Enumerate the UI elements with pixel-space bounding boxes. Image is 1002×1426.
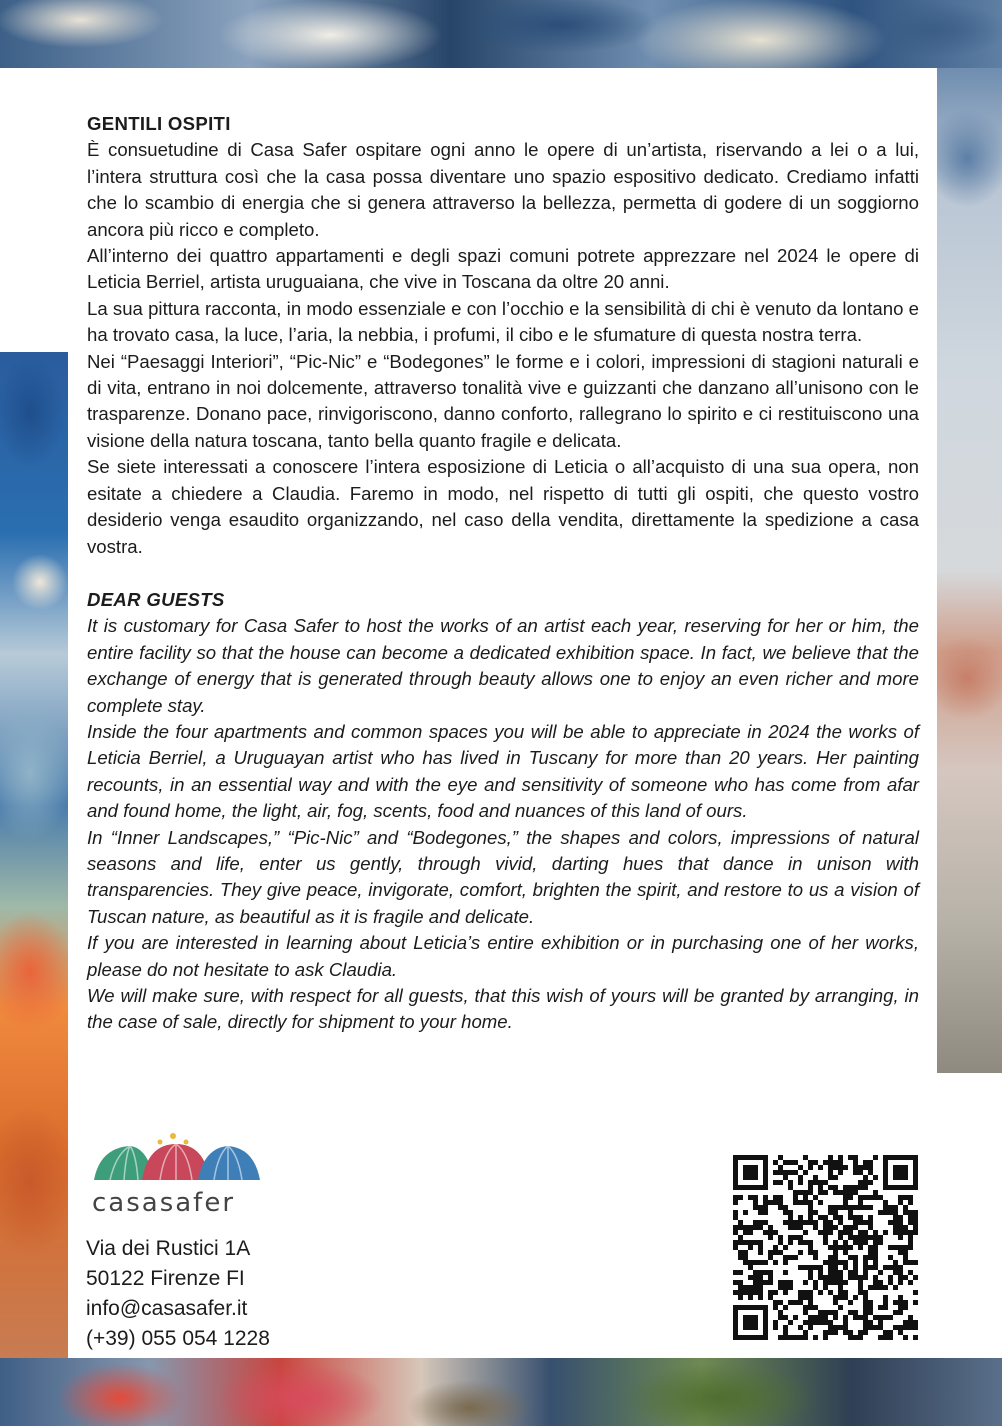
text-content	[87, 111, 919, 1036]
phone-number[interactable]: (+39) 055 054 1228	[86, 1327, 270, 1350]
painting-border-bottom	[0, 1358, 1002, 1426]
italian-paragraph: Se siete interessati a conoscere l’intera esposizione di Leticia o all’acquisto di una sua opera, non esitate a chiedere a Claudia. Faremo in modo, nel rispetto di tutti gli ospiti, che questo vostro desiderio venga esaudito organizzando, nel caso della vendita, direttamente la spedizione a casa vostra.	[87, 456, 919, 557]
logo-wordmark: casasafer	[92, 1188, 236, 1218]
english-paragraph: We will make sure, with respect for all guests, that this wish of yours will be granted by arranging, in the case of sale, directly for shipment to your home.	[87, 985, 919, 1033]
english-paragraph: In “Inner Landscapes,” “Pic-Nic” and “Bodegones,” the shapes and colors, impressions of natural seasons and life, enter us gently, through vivid, darting hues that dance in unison with transparencies. They give peace, invigorate, comfort, brighten the spirit, and restore to us a vision of Tuscan nature, as beautiful as it is fragile and delicate.	[87, 826, 919, 927]
painting-border-top	[0, 0, 1002, 68]
address-line: Via dei Rustici 1A	[86, 1237, 251, 1260]
italian-paragraph: La sua pittura racconta, in modo essenziale e con l’occhio e la sensibilità di chi è venuto da lontano e ha trovato casa, la luce, l’aria, la nebbia, i profumi, il cibo e le sfumature di questa nostra terra.	[87, 297, 919, 346]
italian-heading: GENTILI OSPITI	[87, 113, 231, 134]
italian-paragraph: È consuetudine di Casa Safer ospitare ogni anno le opere di un’artista, riservando a lei o a lui, l’intera struttura così che la casa possa diventare uno spazio espositivo dedicato. Crediamo infatti che lo scambio di energia che si genera attraverso la bellezza, permetta di godere di un soggiorno ancora più ricco e completo.	[87, 139, 919, 240]
qr-code-icon[interactable]	[733, 1155, 918, 1340]
english-paragraph: If you are interested in learning about Leticia’s entire exhibition or in purchasing one of her works, please do not hesitate to ask Claudia.	[87, 932, 919, 980]
city-line: 50122 Firenze FI	[86, 1267, 245, 1290]
italian-paragraph: All’interno dei quattro appartamenti e degli spazi comuni potrete apprezzare nel 2024 le opere di Leticia Berriel, artista uruguaiana, che vive in Toscana da oltre 20 anni.	[87, 245, 919, 293]
email-link[interactable]: info@casasafer.it	[86, 1297, 248, 1320]
painting-border-right	[937, 68, 1002, 1073]
contact-block	[86, 1234, 270, 1354]
english-paragraph: Inside the four apartments and common spaces you will be able to appreciate in 2024 the works of Leticia Berriel, a Uruguayan artist who has lived in Tuscany for more than 20 years. Her painting recounts, in an essential way and with the eye and sensitivity of someone who has come from afar and found home, the light, air, fog, scents, food and nuances of this land of ours.	[87, 720, 919, 822]
english-paragraph: It is customary for Casa Safer to host the works of an artist each year, reserving for her or him, the entire facility so that the house can become a dedicated exhibition space. In fact, we believe that the exchange of energy that is generated through beauty allows one to enjoy an even richer and more complete stay.	[87, 615, 919, 716]
italian-paragraph: Nei “Paesaggi Interiori”, “Pic-Nic” e “Bodegones” le forme e i colori, impressioni di stagioni naturali e di vita, entrano in noi dolcemente, attraverso tonalità vive e guizzanti che danzano all’unisono con le trasparenze. Donano pace, rinvigoriscono, danno conforto, rallegrano lo spirito e ci restituiscono una visione della natura toscana, tanto bella quanto fragile e delicata.	[87, 350, 919, 451]
painting-border-left	[0, 352, 68, 1360]
english-heading: DEAR GUESTS	[87, 588, 225, 610]
